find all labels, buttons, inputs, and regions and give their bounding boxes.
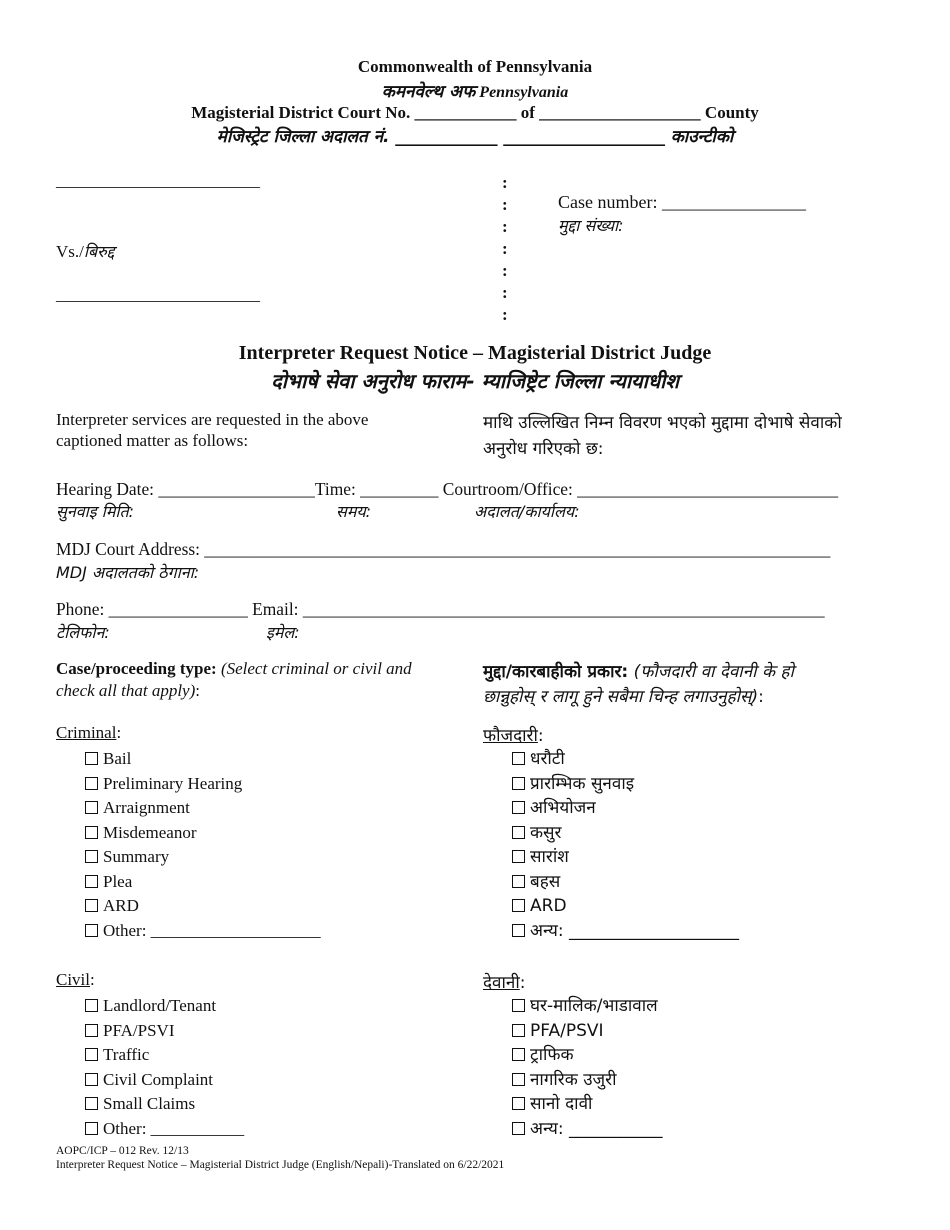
checkbox-summary[interactable] xyxy=(85,845,321,870)
checkbox-icon[interactable] xyxy=(512,777,525,790)
vs-text: Vs./ xyxy=(56,242,84,261)
case-type-header-np-line2 xyxy=(483,684,764,707)
form-title-np: दोभाषे सेवा अनुरोध फाराम- म्याजिष्ट्रेट जिल्ला न्यायाधीश xyxy=(271,369,679,393)
case-type-header-en-line2 xyxy=(56,681,200,701)
header-court-line: Magisterial District Court No. ____________ of ___________________ County xyxy=(191,103,759,122)
checkbox-small-claims-np[interactable] xyxy=(512,1092,663,1117)
checkbox-label-np: अन्य: ____________________ xyxy=(530,920,739,941)
checkbox-label: Other: ___________ xyxy=(103,1118,245,1138)
checkbox-landlord-tenant-np[interactable] xyxy=(512,994,663,1019)
criminal-heading: Criminal: xyxy=(56,723,122,742)
civil-heading-np: देवानी: xyxy=(483,973,526,993)
checkbox-label: ARD xyxy=(103,896,139,915)
checkbox-small-claims[interactable] xyxy=(85,1092,244,1117)
civil-heading: Civil: xyxy=(56,970,95,989)
checkbox-icon[interactable] xyxy=(512,1097,525,1110)
header-commonwealth-np xyxy=(0,79,950,102)
phone-email-fields[interactable]: Phone: ________________ Email: ____________________________________________________________ xyxy=(56,599,825,619)
case-type-header-np xyxy=(483,659,794,682)
party-line-bottom[interactable]: ________________________ xyxy=(56,285,260,304)
header-court-line-np: मेजिस्ट्रेट जिल्ला अदालत नं. ____________ ___________________ काउन्टीको xyxy=(216,127,734,147)
checkbox-label: Preliminary Hearing xyxy=(103,773,243,793)
checkbox-label-np: घर-मालिक/भाडावाल xyxy=(530,996,658,1016)
vs-text-np: बिरुद्द xyxy=(83,242,115,261)
checkbox-civil-complaint[interactable] xyxy=(85,1068,244,1093)
party-line-top[interactable]: ________________________ xyxy=(56,171,260,190)
checkbox-icon[interactable] xyxy=(512,999,525,1012)
case-number-label-np: मुद्दा संख्या: xyxy=(558,216,624,235)
checkbox-preliminary-hearing[interactable] xyxy=(85,772,321,797)
checkbox-landlord-tenant[interactable] xyxy=(85,994,244,1019)
checkbox-misdemeanor-np[interactable] xyxy=(512,821,739,846)
checkbox-label-np: प्रारम्भिक सुनवाइ xyxy=(530,773,635,794)
checkbox-icon[interactable] xyxy=(512,801,525,814)
checkbox-misdemeanor[interactable] xyxy=(85,821,321,846)
checkbox-traffic-np[interactable] xyxy=(512,1043,663,1068)
criminal-checklist-np xyxy=(512,747,739,943)
checkbox-icon[interactable] xyxy=(512,1122,525,1135)
checkbox-preliminary-hearing-np[interactable] xyxy=(512,772,739,797)
courtroom-label-np: अदालत/कार्यालय: xyxy=(474,502,580,521)
checkbox-label-np: कसुर xyxy=(530,822,562,843)
checkbox-icon[interactable] xyxy=(512,850,525,863)
intro-np-line2: अनुरोध गरिएको छ: xyxy=(483,439,604,459)
colon: : xyxy=(502,261,508,280)
civil-heading-np-text: देवानी xyxy=(483,973,520,993)
hearing-date-label-np: सुनवाइ मिति: xyxy=(56,502,135,521)
checkbox-icon[interactable] xyxy=(85,801,98,814)
checkbox-label-np: बहस xyxy=(530,871,561,892)
intro-en-line1: Interpreter services are requested in the above xyxy=(56,410,369,429)
checkbox-icon[interactable] xyxy=(85,826,98,839)
checkbox-label-np: ARD xyxy=(530,896,567,916)
checkbox-pfa-psvi[interactable] xyxy=(85,1019,244,1044)
checkbox-icon[interactable] xyxy=(85,752,98,765)
checkbox-criminal-other-np[interactable] xyxy=(512,919,739,944)
criminal-heading-np-text: फौजदारी xyxy=(483,726,538,746)
checkbox-bail[interactable] xyxy=(85,747,321,772)
checkbox-arraignment[interactable] xyxy=(85,796,321,821)
civil-checklist-np xyxy=(512,994,663,1141)
checkbox-icon[interactable] xyxy=(85,899,98,912)
checkbox-label: Traffic xyxy=(103,1045,150,1064)
colon: : xyxy=(502,239,508,258)
checkbox-label: Summary xyxy=(103,847,170,866)
colon: : xyxy=(502,195,508,214)
checkbox-ard-np[interactable] xyxy=(512,894,739,919)
checkbox-icon[interactable] xyxy=(85,875,98,888)
checkbox-icon[interactable] xyxy=(85,1048,98,1061)
checkbox-label: PFA/PSVI xyxy=(103,1020,175,1040)
checkbox-label: Plea xyxy=(103,871,133,891)
phone-label-np: टेलिफोन: xyxy=(56,623,110,642)
checkbox-summary-np[interactable] xyxy=(512,845,739,870)
checkbox-label: Arraignment xyxy=(103,798,190,817)
checkbox-label-np: धरौटी xyxy=(530,749,565,769)
checkbox-label-np: अभियोजन xyxy=(530,798,596,818)
intro-en-line2: captioned matter as follows: xyxy=(56,431,249,450)
header-pennsylvania: Pennsylvania xyxy=(479,84,569,101)
caption-colons xyxy=(502,172,508,326)
checkbox-label: Other: ____________________ xyxy=(103,920,321,940)
footer-form-title: Interpreter Request Notice – Magisterial District Judge (English/Nepali)-Translated on 6/22/2021 xyxy=(56,1159,505,1171)
checkbox-icon[interactable] xyxy=(512,924,525,937)
checkbox-label-np: सारांश xyxy=(530,847,569,867)
checkbox-icon[interactable] xyxy=(512,826,525,839)
case-type-label: Case/proceeding type: xyxy=(56,659,217,678)
email-label-np: इमेल: xyxy=(266,623,300,642)
colon: : xyxy=(502,173,508,192)
checkbox-bail-np[interactable] xyxy=(512,747,739,772)
checkbox-label-np: अन्य: ___________ xyxy=(530,1118,663,1139)
checkbox-label: Bail xyxy=(103,749,132,768)
criminal-heading-text: Criminal xyxy=(56,723,117,742)
checkbox-ard[interactable] xyxy=(85,894,321,919)
case-number-field[interactable]: Case number: ________________ xyxy=(558,192,806,212)
case-type-hint-colon: : xyxy=(195,681,200,700)
header-commonwealth-np-text: कमनवेल्थ अफ xyxy=(381,82,476,102)
case-type-hint-line1: (Select criminal or civil and xyxy=(220,659,412,678)
vs-label xyxy=(56,240,114,262)
civil-checklist xyxy=(85,994,244,1141)
checkbox-icon[interactable] xyxy=(512,1024,525,1037)
colon: : xyxy=(502,217,508,236)
checkbox-civil-complaint-np[interactable] xyxy=(512,1068,663,1093)
case-type-hint-np-colon: : xyxy=(758,687,764,707)
checkbox-icon[interactable] xyxy=(512,1073,525,1086)
checkbox-label: Misdemeanor xyxy=(103,822,197,842)
checkbox-pfa-psvi-np[interactable] xyxy=(512,1019,663,1044)
time-label-np: समय: xyxy=(336,502,372,521)
checkbox-icon[interactable] xyxy=(512,1048,525,1061)
checkbox-icon[interactable] xyxy=(85,1073,98,1086)
checkbox-icon[interactable] xyxy=(512,752,525,765)
checkbox-label-np: नागरिक उजुरी xyxy=(530,1069,617,1090)
checkbox-icon[interactable] xyxy=(512,899,525,912)
intro-np-line1: माथि उल्लिखित निम्न विवरण भएको मुद्दामा दोभाषे सेवाको xyxy=(483,413,842,433)
court-address-field[interactable]: MDJ Court Address: ________________________________________________________________________ xyxy=(56,539,831,559)
colon: : xyxy=(502,283,508,302)
checkbox-label: Landlord/Tenant xyxy=(103,996,217,1015)
checkbox-civil-other-np[interactable] xyxy=(512,1117,663,1142)
checkbox-icon[interactable] xyxy=(85,777,98,790)
checkbox-label: Small Claims xyxy=(103,1094,196,1113)
checkbox-icon[interactable] xyxy=(85,999,98,1012)
court-address-label-np: MDJ अदालतको ठेगाना: xyxy=(56,563,200,582)
checkbox-arraignment-np[interactable] xyxy=(512,796,739,821)
case-type-label-np: मुद्दा/कारबाहीको प्रकार: xyxy=(483,662,629,682)
checkbox-traffic[interactable] xyxy=(85,1043,244,1068)
checkbox-civil-other[interactable] xyxy=(85,1117,244,1142)
checkbox-label-np: सानो दावी xyxy=(530,1094,593,1114)
hearing-date-time-courtroom-fields[interactable]: Hearing Date: __________________Time: _________ Courtroom/Office: ______________________________ xyxy=(56,479,839,499)
checkbox-icon[interactable] xyxy=(85,924,98,937)
checkbox-label-np: ट्राफिक xyxy=(530,1045,574,1065)
case-type-hint-line2: check all that apply) xyxy=(56,681,196,700)
checkbox-label: Civil Complaint xyxy=(103,1069,214,1089)
case-type-hint-np-line1: (फौजदारी वा देवानी के हो xyxy=(633,662,794,682)
checkbox-icon[interactable] xyxy=(85,1122,98,1135)
footer-form-id: AOPC/ICP – 012 Rev. 12/13 xyxy=(56,1145,189,1157)
civil-heading-text: Civil xyxy=(56,970,91,989)
checkbox-label-np: PFA/PSVI xyxy=(530,1020,604,1041)
checkbox-icon[interactable] xyxy=(512,875,525,888)
checkbox-icon[interactable] xyxy=(85,1097,98,1110)
criminal-checklist xyxy=(85,747,321,943)
checkbox-icon[interactable] xyxy=(85,850,98,863)
colon: : xyxy=(502,305,508,324)
case-type-hint-np-line2: छान्नुहोस् र लागू हुने सबैमा चिन्ह लगाउनुहोस्) xyxy=(483,687,759,707)
checkbox-plea[interactable] xyxy=(85,870,321,895)
header-commonwealth: Commonwealth of Pennsylvania xyxy=(357,57,593,76)
checkbox-plea-np[interactable] xyxy=(512,870,739,895)
form-title: Interpreter Request Notice – Magisterial District Judge xyxy=(238,342,712,364)
case-type-header-en xyxy=(56,659,412,679)
criminal-heading-np: फौजदारी: xyxy=(483,726,544,746)
checkbox-icon[interactable] xyxy=(85,1024,98,1037)
checkbox-criminal-other[interactable] xyxy=(85,919,321,944)
